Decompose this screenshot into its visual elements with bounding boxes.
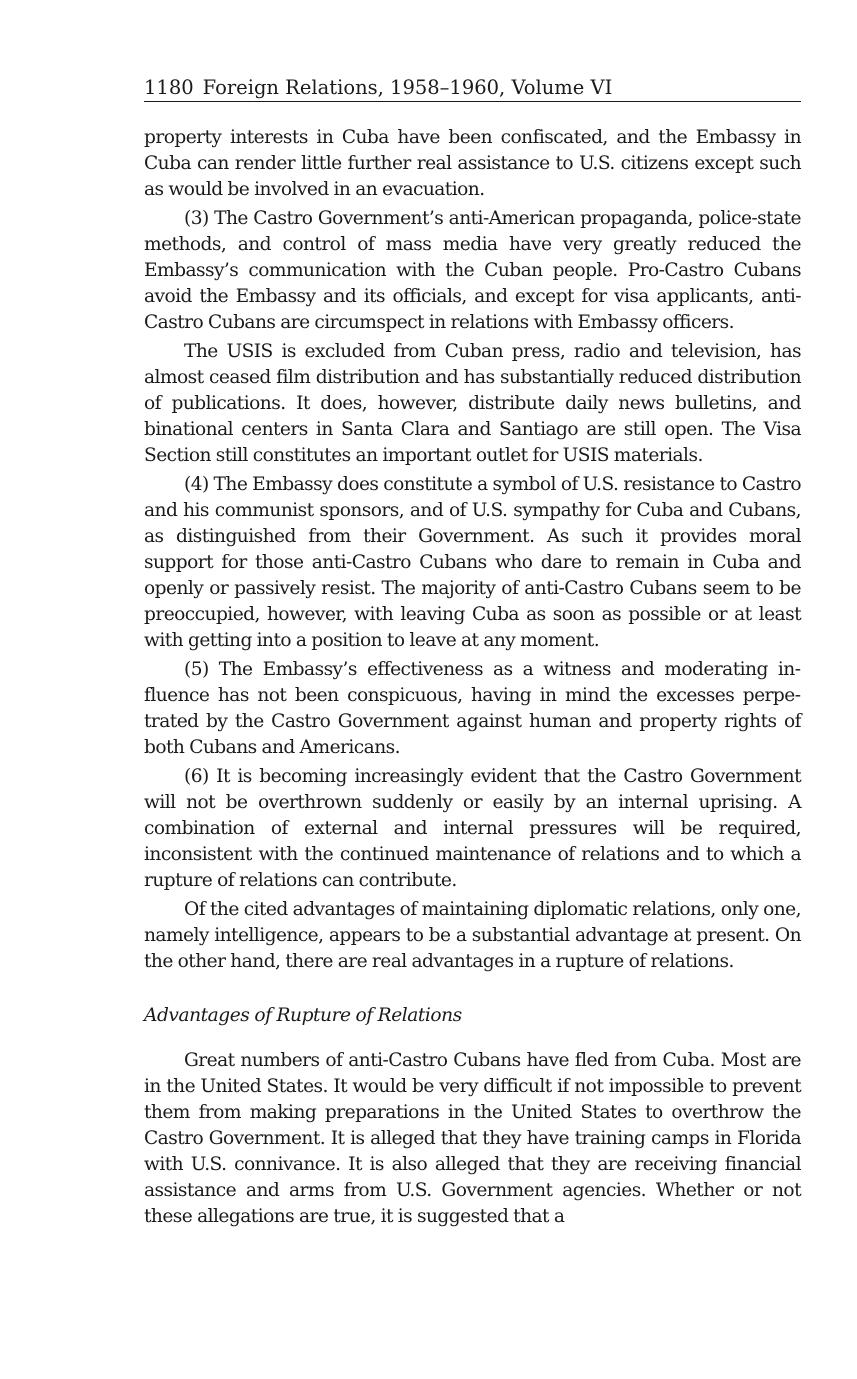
paragraph-usis: The USIS is excluded from Cuban press, radio and television, has almost ceased film distribution and has substantially reduced distribution of publications. It does, however, distribute daily news bulletins, and binational centers in Santa Clara and Santiago are still open. The Visa Section still constitutes an important outlet for USIS materials. <box>144 341 801 466</box>
section-heading: Advantages of Rupture of Relations <box>144 1005 462 1026</box>
running-title: Foreign Relations, 1958–1960, Volume VI <box>202 76 613 99</box>
paragraph-summary: Of the cited advantages of maintaining diplomatic relations, only one, namely intelligence, appears to be a substantial advantage at present. On the other hand, there are real advantages in a rupture of relations. <box>144 899 801 972</box>
paragraph-point-6: (6) It is becoming increasingly evident that the Castro Government will not be overthrown suddenly or easily by an internal uprising. A combination of external and internal pressures will be required, inconsistent with the continued maintenance of relations and to which a rupture of relations can contribute. <box>144 766 801 891</box>
paragraph-point-5: (5) The Embassy’s effectiveness as a witness and moderating influence has not been conspicuous, having in mind the excesses perpetrated by the Castro Government against human and property rights of both Cubans and Americans. <box>144 659 801 758</box>
paragraph-continuation: property interests in Cuba have been confiscated, and the Embassy in Cuba can render little further real assistance to U.S. citizens except such as would be involved in an evacuation. <box>144 127 801 200</box>
document-page <box>144 74 801 1233</box>
paragraph-rupture-advantages: Great numbers of anti-Castro Cubans have fled from Cuba. Most are in the United States. It would be very difficult if not impossible to prevent them from making preparations in the United States to overthrow the Castro Government. It is alleged that they have training camps in Florida with U.S. connivance. It is also alleged that they are receiving financial assistance and arms from U.S. Government agencies. Whether or not these allegations are true, it is suggested that a <box>144 1050 801 1227</box>
body-text <box>144 125 801 1230</box>
page-number: 1180 <box>144 76 194 99</box>
running-header <box>144 74 801 102</box>
paragraph-point-3: (3) The Castro Government’s anti-American propaganda, police-state methods, and control of mass media have very greatly reduced the Embassy’s communication with the Cuban people. Pro-Castro Cubans avoid the Embassy and its officials, and except for visa applicants, anti-Castro Cubans are circumspect in relations with Embassy officers. <box>144 208 801 333</box>
paragraph-point-4: (4) The Embassy does constitute a symbol of U.S. resistance to Castro and his communist sponsors, and of U.S. sympathy for Cuba and Cubans, as distinguished from their Government. As such it provides moral support for those anti-Castro Cubans who dare to remain in Cuba and openly or passively resist. The majority of anti-Castro Cubans seem to be preoccupied, however, with leaving Cuba as soon as possible or at least with getting into a position to leave at any moment. <box>144 474 801 651</box>
